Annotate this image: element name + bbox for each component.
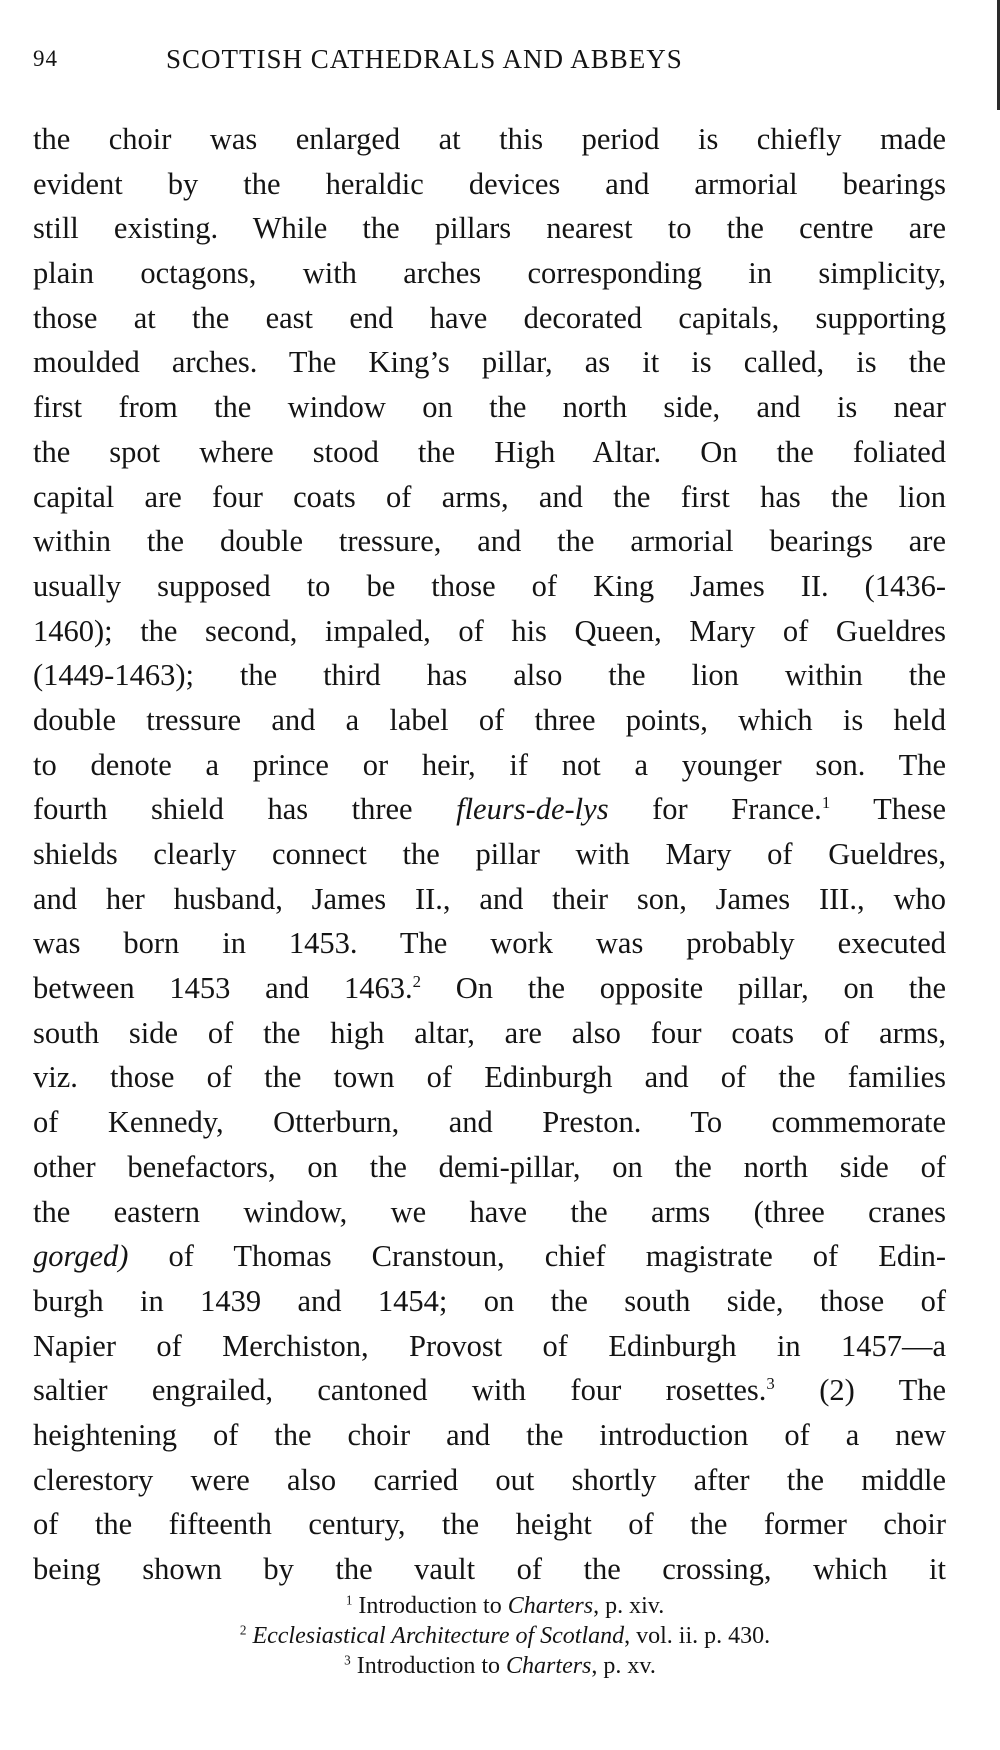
text-line: still existing. While the pillars nearest to the centre are (33, 211, 946, 246)
line-end: These (830, 792, 947, 827)
text-line: evident by the heraldic devices and armorial bearings (33, 166, 946, 201)
footnote-text: , p. xiv. (593, 1593, 665, 1619)
text-line-fleurs (33, 787, 946, 832)
text-line: viz. those of the town of Edinburgh and of the families (33, 1060, 946, 1095)
line-start: between 1453 and 1463. (33, 971, 413, 1006)
footnotes (0, 1591, 1000, 1681)
italic-term: fleurs-de-lys (456, 792, 609, 827)
page-header (33, 40, 940, 80)
text-line: capital are four coats of arms, and the first has the lion (33, 479, 946, 514)
text-line-note2 (33, 966, 946, 1011)
text-line: 1460); the second, impaled, of his Queen, Mary of Gueldres (33, 613, 946, 648)
text-line: the eastern window, we have the arms (three cranes (33, 1194, 946, 1229)
text-line-gorged (33, 1234, 946, 1279)
footnote-text: Introduction to (358, 1593, 508, 1619)
footnote-3 (0, 1651, 1000, 1681)
body-text (33, 117, 946, 1592)
line-end: of Thomas Cranstoun, chief magistrate of Edin- (168, 1239, 947, 1274)
text-line: plain octagons, with arches corresponding in simplicity, (33, 256, 946, 291)
footnote-text: , p. xv. (591, 1653, 656, 1679)
text-line: was born in 1453. The work was probably executed (33, 926, 946, 961)
footnote-ref-1[interactable]: 1 (821, 793, 831, 813)
footnote-title: Charters (507, 1593, 594, 1619)
text-line: south side of the high altar, are also four coats of arms, (33, 1015, 946, 1050)
text-line: to denote a prince or heir, if not a younger son. The (33, 747, 946, 782)
text-line: clerestory were also carried out shortly after the middle (33, 1462, 946, 1497)
line-start: saltier engrailed, cantoned with four rosettes. (33, 1373, 767, 1408)
text-line: double tressure and a label of three points, which is held (33, 702, 946, 737)
text-line-note3 (33, 1368, 946, 1413)
text-line: of Kennedy, Otterburn, and Preston. To commemorate (33, 1105, 946, 1140)
italic-term: gorged) (33, 1239, 129, 1274)
text-line: usually supposed to be those of King James II. (1436- (33, 568, 946, 603)
footnote-title: Ecclesiastical Architecture of Scotland (252, 1623, 625, 1649)
footnote-2 (0, 1621, 1000, 1651)
text-line: (1449-1463); the third has also the lion within the (33, 658, 946, 693)
page-number: 94 (33, 46, 58, 71)
text-line: being shown by the vault of the crossing, which it (33, 1552, 946, 1586)
footnote-ref-3[interactable]: 3 (766, 1374, 775, 1394)
line-middle: for France. (608, 792, 822, 827)
text-line: burgh in 1439 and 1454; on the south side, those of (33, 1283, 946, 1318)
footnote-1 (0, 1591, 1000, 1621)
text-line: first from the window on the north side, and is near (33, 390, 946, 425)
text-line: other benefactors, on the demi-pillar, on the north side of (33, 1149, 946, 1184)
text-line: the spot where stood the High Altar. On the foliated (33, 434, 946, 469)
text-line: Napier of Merchiston, Provost of Edinburgh in 1457—a (33, 1328, 946, 1363)
footnote-text: , vol. ii. p. 430. (624, 1623, 771, 1649)
line-end: (2) The (774, 1373, 946, 1408)
footnote-marker: 3 (344, 1652, 351, 1668)
running-head: SCOTTISH CATHEDRALS AND ABBEYS (166, 44, 683, 74)
footnote-text: Introduction to (356, 1653, 507, 1679)
footnote-title: Charters (506, 1653, 592, 1679)
text-line: the choir was enlarged at this period is chiefly made (33, 122, 946, 156)
footnote-marker: 1 (345, 1592, 353, 1608)
line-end: On the opposite pillar, on the (420, 971, 946, 1006)
footnote-marker: 2 (239, 1622, 247, 1638)
text-line: and her husband, James II., and their son, James III., who (33, 881, 946, 916)
footnote-ref-2[interactable]: 2 (412, 972, 421, 992)
text-line: those at the east end have decorated capitals, supporting (33, 300, 946, 335)
text-line: shields clearly connect the pillar with Mary of Gueldres, (33, 837, 946, 871)
text-line: within the double tressure, and the armorial bearings are (33, 524, 946, 559)
text-line: of the fifteenth century, the height of the former choir (33, 1507, 946, 1542)
line-start: fourth shield has three (33, 792, 413, 827)
text-line: moulded arches. The King’s pillar, as it is called, is the (33, 345, 946, 380)
text-line: heightening of the choir and the introduction of a new (33, 1417, 946, 1452)
